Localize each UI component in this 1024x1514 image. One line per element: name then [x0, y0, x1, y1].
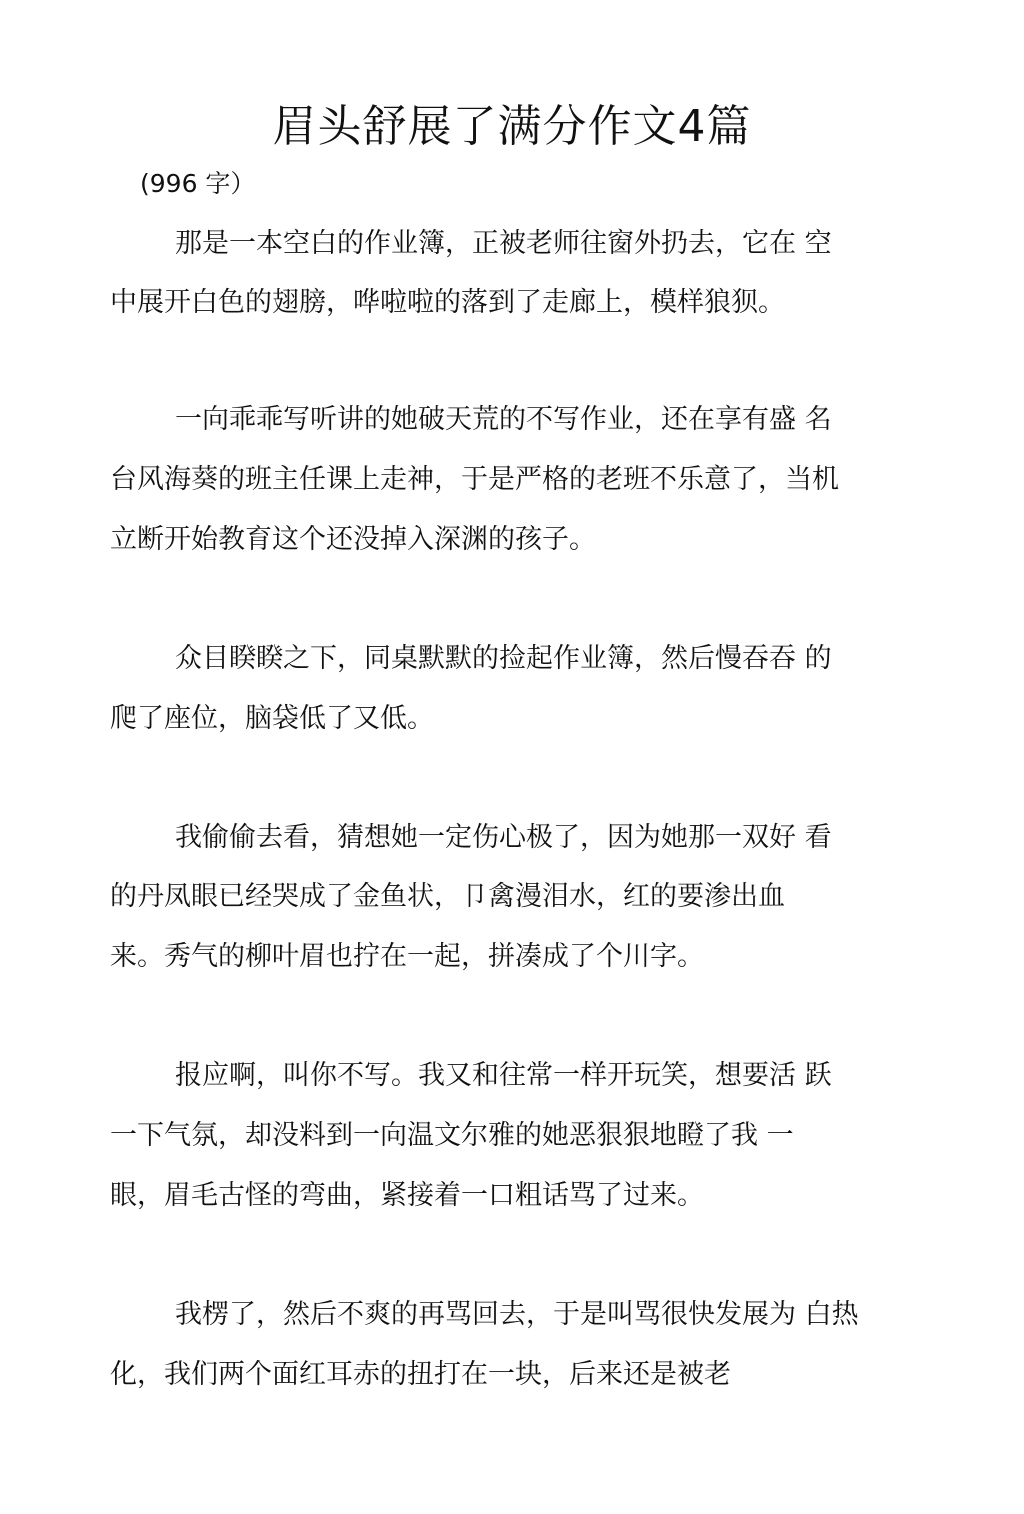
- paragraph-line: 眼，眉毛古怪的弯曲，紧接着一口粗话骂了过来。: [110, 1180, 704, 1211]
- paragraph-line: 爬了座位，脑袋低了又低。: [110, 703, 434, 734]
- paragraph-line: 的丹凤眼已经哭成了金鱼状，卩禽漫泪水，红的要渗出血: [110, 881, 785, 912]
- paragraph-line: 一向乖乖写听讲的她破天荒的不写作业，还在享有盛 名: [175, 404, 832, 435]
- paragraph-line: 来。秀气的柳叶眉也拧在一起，拼凑成了个川字。: [110, 941, 704, 972]
- paragraph-line: 一下气氛，却没料到一向温文尔雅的她恶狠狠地瞪了我 一: [110, 1120, 794, 1151]
- paragraph-line: 我楞了，然后不爽的再骂回去，于是叫骂很快发展为 白热: [175, 1299, 859, 1330]
- document-title: 眉头舒展了满分作文4篇: [272, 101, 752, 152]
- paragraph-line: 中展开白色的翅膀，哗啦啦的落到了走廊上，模样狼狈。: [110, 287, 785, 318]
- paragraph-line: 台风海葵的班主任课上走神，于是严格的老班不乐意了，当机: [110, 464, 839, 495]
- paragraph-line: 那是一本空白的作业簿，正被老师往窗外扔去，它在 空: [175, 228, 832, 259]
- paragraph-line: 众目睽睽之下，同桌默默的捡起作业簿，然后慢吞吞 的: [175, 643, 832, 674]
- word-count: (996 字）: [140, 169, 256, 198]
- paragraph-line: 我偷偷去看，猜想她一定伤心极了，因为她那一双好 看: [175, 822, 832, 853]
- paragraph-line: 报应啊，叫你不写。我又和往常一样开玩笑，想要活 跃: [175, 1060, 832, 1091]
- paragraph-line: 化，我们两个面红耳赤的扭打在一块，后来还是被老: [110, 1359, 731, 1390]
- paragraph-line: 立断开始教育这个还没掉入深渊的孩子。: [110, 524, 596, 555]
